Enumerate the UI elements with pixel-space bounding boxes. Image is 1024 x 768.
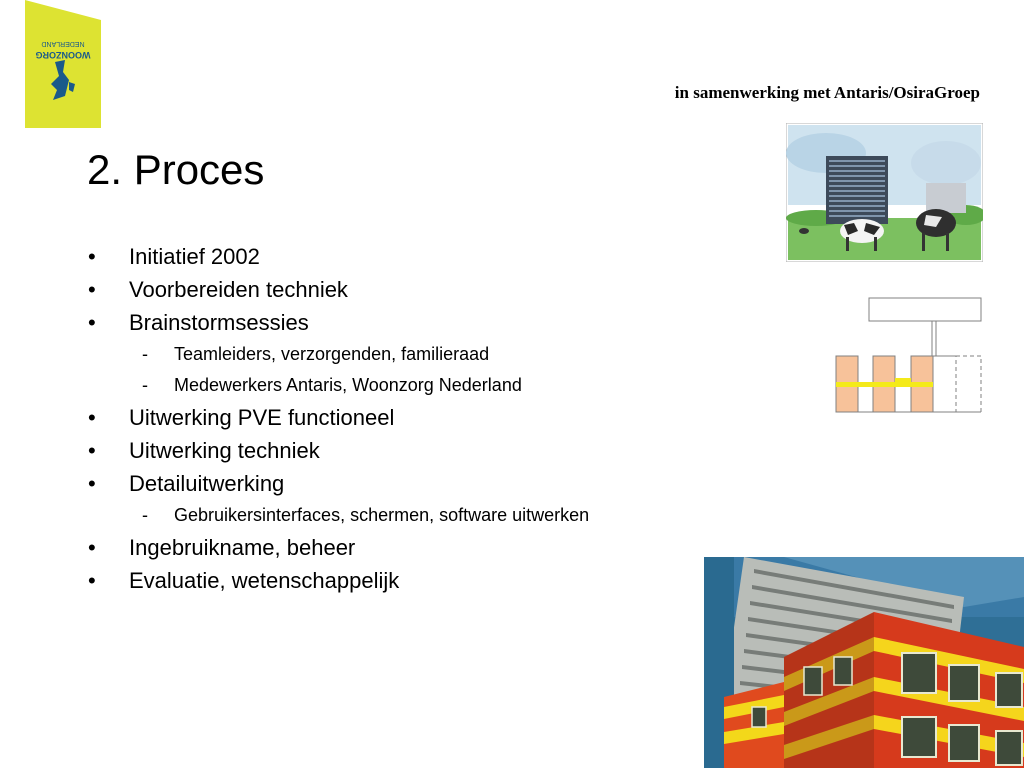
sub-list-item — [88, 339, 728, 370]
list-item-label: Uitwerking techniek — [129, 438, 320, 463]
cows-building-picture — [786, 123, 983, 262]
list-item-label: Initiatief 2002 — [129, 244, 260, 269]
sub-list-item — [88, 500, 728, 531]
list-item — [88, 531, 728, 564]
list-item-label: Detailuitwerking — [129, 471, 285, 496]
list-item — [88, 306, 728, 339]
bullet-icon: • — [88, 405, 96, 430]
bullet-icon: • — [88, 277, 96, 302]
list-item — [88, 564, 728, 597]
bullet-icon: • — [88, 310, 96, 335]
list-item — [88, 467, 728, 500]
woonzorg-logo — [25, 0, 101, 128]
slide-title: 2. Proces — [87, 146, 265, 193]
dash-icon: - — [142, 505, 148, 525]
bullet-icon: • — [88, 244, 96, 269]
list-item-label: Uitwerking PVE functioneel — [129, 405, 395, 430]
bullet-icon: • — [88, 471, 96, 496]
list-item-label: Brainstormsessies — [129, 310, 309, 335]
bullet-icon: • — [88, 535, 96, 560]
dash-icon: - — [142, 375, 148, 395]
sub-list-item — [88, 370, 728, 401]
list-item-label: Evaluatie, wetenschappelijk — [129, 568, 400, 593]
list-item — [88, 273, 728, 306]
list-item-label: Voorbereiden techniek — [129, 277, 348, 302]
list-item — [88, 240, 728, 273]
bullet-icon: • — [88, 438, 96, 463]
process-list — [88, 240, 728, 597]
list-item-label: Ingebruikname, beheer — [129, 535, 356, 560]
system-diagram — [834, 296, 984, 416]
sub-item-label: Gebruikersinterfaces, schermen, software uitwerken — [174, 505, 590, 525]
sub-item-label: Teamleiders, verzorgenden, familieraad — [174, 344, 490, 364]
colorful-buildings-picture — [704, 557, 1024, 768]
list-item — [88, 401, 728, 434]
sub-item-label: Medewerkers Antaris, Woonzorg Nederland — [174, 375, 522, 395]
bullet-icon: • — [88, 568, 96, 593]
dash-icon: - — [142, 344, 148, 364]
partner-note: in samenwerking met Antaris/OsiraGroep — [674, 83, 980, 102]
svg-text:NEDERLAND: NEDERLAND — [41, 40, 85, 47]
list-item — [88, 434, 728, 467]
svg-text:WOONZORG: WOONZORG — [35, 50, 91, 60]
